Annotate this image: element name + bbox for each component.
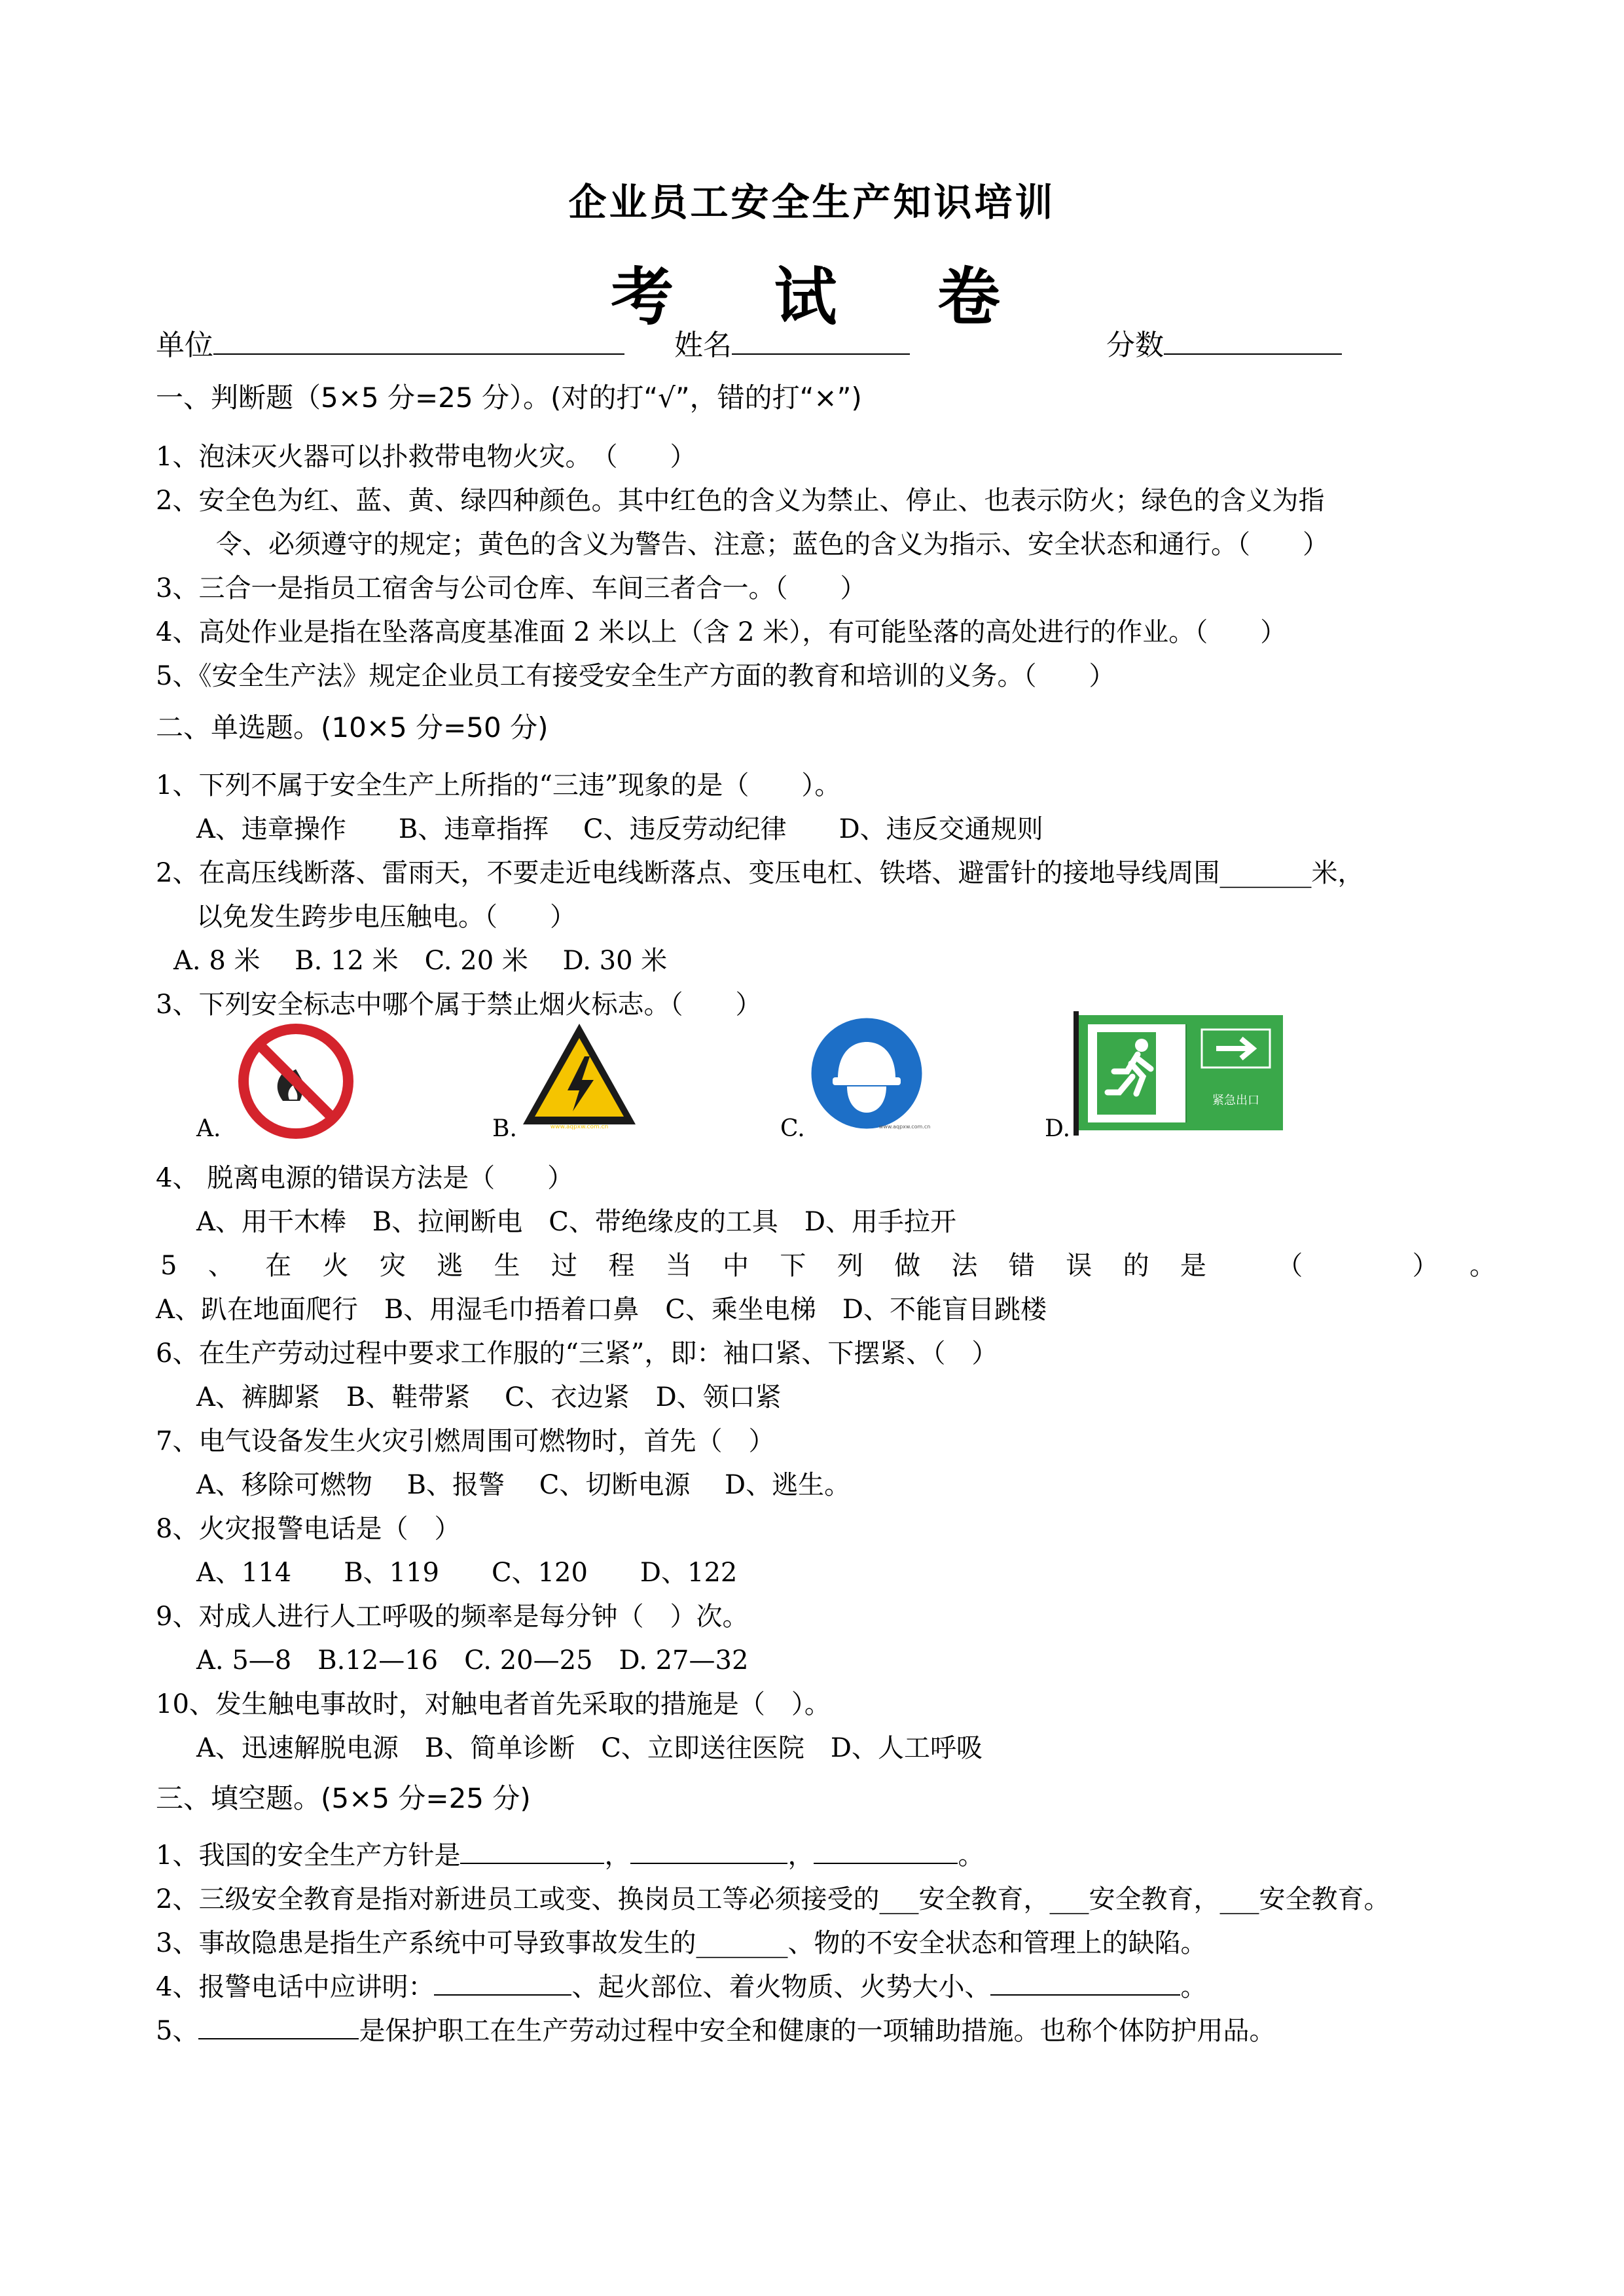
q5-part: 是 (1180, 1251, 1206, 1281)
fill-q5-text-a: 5、 (156, 2016, 199, 2046)
electric-hazard-sign-icon (520, 1020, 638, 1131)
watermark-c: www.aqpxw.com.cn (878, 1124, 931, 1130)
q5-part: 法 (951, 1251, 978, 1281)
mc-question-6: 6、在生产劳动过程中要求工作服的“三紧”，即：袖口紧、下摆紧、（ ） (156, 1338, 998, 1369)
tf-question-2-line2: 令、必须遵守的规定；黄色的含义为警告、注意；蓝色的含义为指示、安全状态和通行。（ ） (216, 529, 1329, 560)
mc-question-7-options: A、移除可燃物 B、报警 C、切断电源 D、逃生。 (196, 1470, 851, 1500)
exam-title: 企业员工安全生产知识培训 (568, 180, 1056, 224)
sign-b-label: B. (492, 1115, 517, 1142)
q5-part: 误 (1066, 1251, 1092, 1281)
q5-part: （ (1276, 1251, 1303, 1281)
q5-part: 灾 (379, 1251, 406, 1281)
mc-question-7: 7、电气设备发生火灾引燃周围可燃物时，首先（ ） (156, 1426, 775, 1456)
section3-heading: 三、填空题。(5×5 分=25 分) (156, 1782, 531, 1814)
fill-q4-text-a: 4、报警电话中应讲明： (156, 1972, 435, 2002)
mc-question-2-line2: 以免发生跨步电压触电。（ ） (196, 902, 576, 932)
score-label: 分数 (1106, 329, 1164, 362)
fill-q1-comma-2: ， (787, 1840, 814, 1871)
section2-heading: 二、单选题。(10×5 分=50 分) (156, 711, 549, 744)
q5-part: 做 (894, 1251, 921, 1281)
q5-part: 过 (550, 1251, 577, 1281)
fill-q4-blank-2[interactable] (990, 1968, 1180, 1996)
section1-heading: 一、判断题（5×5 分=25 分）。(对的打“√”，错的打“×”) (156, 382, 862, 414)
q5-part: 程 (608, 1251, 635, 1281)
unit-blank[interactable] (213, 327, 624, 355)
mc-question-3: 3、下列安全标志中哪个属于禁止烟火标志。（ ） (156, 990, 762, 1020)
exit-sign-text: 紧急出口 (1212, 1094, 1259, 1107)
unit-label: 单位 (156, 329, 213, 362)
mc-question-5 (160, 1246, 1496, 1285)
tf-question-5: 5、《安全生产法》规定企业员工有接受安全生产方面的教育和培训的义务。（ ） (156, 661, 1115, 691)
fill-q5-text-b: 是保护职工在生产劳动过程中安全和健康的一项辅助措施。也称个体防护用品。 (359, 2016, 1276, 2046)
mc-question-4: 4、 脱离电源的错误方法是（ ） (156, 1163, 574, 1193)
tf-question-3: 3、三合一是指员工宿舍与公司仓库、车间三者合一。（ ） (156, 573, 867, 603)
watermark-b: www.aqpxw.com.cn (550, 1124, 609, 1130)
mc-question-8-options: A、114 B、119 C、120 D、122 (196, 1558, 738, 1588)
mc-question-9-options: A. 5—8 B.12—16 C. 20—25 D. 27—32 (196, 1645, 749, 1676)
fill-q4-text-b: 、起火部位、着火物质、火势大小、 (571, 1972, 991, 2002)
sign-a-label: A. (196, 1115, 221, 1142)
name-label: 姓名 (674, 329, 732, 362)
fill-q1-blank-3[interactable] (814, 1837, 958, 1864)
fill-q1-comma-1: ， (604, 1840, 631, 1871)
fill-question-4 (156, 1967, 1206, 2007)
fill-q4-blank-1[interactable] (434, 1968, 571, 1996)
q5-part: 的 (1123, 1251, 1149, 1281)
score-field[interactable] (1106, 326, 1342, 365)
mc-question-10: 10、发生触电事故时，对触电者首先采取的措施是（ ）。 (156, 1689, 831, 1719)
q5-part: 逃 (437, 1251, 463, 1281)
q5-part: 火 (322, 1251, 349, 1281)
fill-q4-period: 。 (1180, 1972, 1207, 2002)
q5-part: 下 (780, 1251, 806, 1281)
q5-part: ） (1412, 1251, 1439, 1281)
mc-question-1-options: A、违章操作 B、违章指挥 C、违反劳动纪律 D、违反交通规则 (196, 814, 1043, 844)
name-blank[interactable] (732, 327, 910, 355)
fill-question-3: 3、事故隐患是指生产系统中可导致事故发生的_______、物的不安全状态和管理上的缺陷。 (156, 1928, 1207, 1958)
score-blank[interactable] (1164, 327, 1342, 355)
unit-field[interactable] (156, 326, 624, 365)
tf-question-1: 1、泡沫灭火器可以扑救带电物火灾。 （ ） (156, 442, 696, 472)
mc-question-2-line1: 2、在高压线断落、雷雨天，不要走近电线断落点、变压电杠、铁塔、避雷针的接地导线周围_______米， (156, 858, 1364, 888)
fill-q5-blank[interactable] (198, 2012, 359, 2039)
q5-part: 生 (494, 1251, 520, 1281)
q5-part: 当 (665, 1251, 692, 1281)
q5-part: 5 (160, 1251, 177, 1281)
mc-question-2-options: A. 8 米 B. 12 米 C. 20 米 D. 30 米 (173, 946, 668, 976)
fill-q1-blank-1[interactable] (460, 1837, 604, 1864)
no-fire-sign-icon (237, 1022, 355, 1140)
q5-part: 错 (1008, 1251, 1035, 1281)
mc-question-4-options: A、用干木棒 B、拉闸断电 C、带绝缘皮的工具 D、用手拉开 (196, 1207, 956, 1237)
fill-question-2: 2、三级安全教育是指对新进员工或变、换岗员工等必须接受的___安全教育，___安全教育，___安全教育。 (156, 1884, 1390, 1914)
q5-part: 中 (723, 1251, 749, 1281)
fill-q1-blank-2[interactable] (630, 1837, 787, 1864)
helmet-mandatory-sign-icon (806, 1013, 931, 1138)
mc-question-6-options: A、裤脚紧 B、鞋带紧 C、衣边紧 D、领口紧 (196, 1382, 782, 1412)
mc-question-8: 8、火灾报警电话是（ ） (156, 1514, 461, 1544)
exam-subtitle: 考 试 卷 (611, 260, 1039, 334)
mc-question-5-options: A、趴在地面爬行 B、用湿毛巾捂着口鼻 C、乘坐电梯 D、不能盲目跳楼 (156, 1295, 1047, 1325)
fill-q1-period: 。 (958, 1840, 984, 1871)
q5-part: 、 (208, 1251, 234, 1281)
sign-c-label: C. (780, 1115, 805, 1142)
fill-question-5 (156, 2011, 1275, 2051)
sign-d-label: D. (1045, 1115, 1071, 1142)
q5-part: 在 (265, 1251, 292, 1281)
name-field[interactable] (674, 326, 910, 365)
mc-question-9: 9、对成人进行人工呼吸的频率是每分钟（ ）次。 (156, 1602, 749, 1632)
fill-q1-text: 1、我国的安全生产方针是 (156, 1840, 461, 1871)
tf-question-4: 4、高处作业是指在坠落高度基准面 2 米以上（含 2 米），有可能坠落的高处进行的作业。（ ） (156, 617, 1287, 647)
tf-question-2-line1: 2、安全色为红、蓝、黄、绿四种颜色。其中红色的含义为禁止、停止、也表示防火；绿色的含义为指 (156, 486, 1325, 516)
mc-question-1: 1、下列不属于安全生产上所指的“三违”现象的是（ ）。 (156, 770, 841, 800)
emergency-exit-sign-icon (1074, 1011, 1283, 1136)
q5-part: 列 (837, 1251, 863, 1281)
fill-question-1 (156, 1836, 984, 1875)
q5-part: 。 (1470, 1251, 1496, 1281)
mc-question-10-options: A、迅速解脱电源 B、简单诊断 C、立即送往医院 D、人工呼吸 (196, 1733, 983, 1763)
